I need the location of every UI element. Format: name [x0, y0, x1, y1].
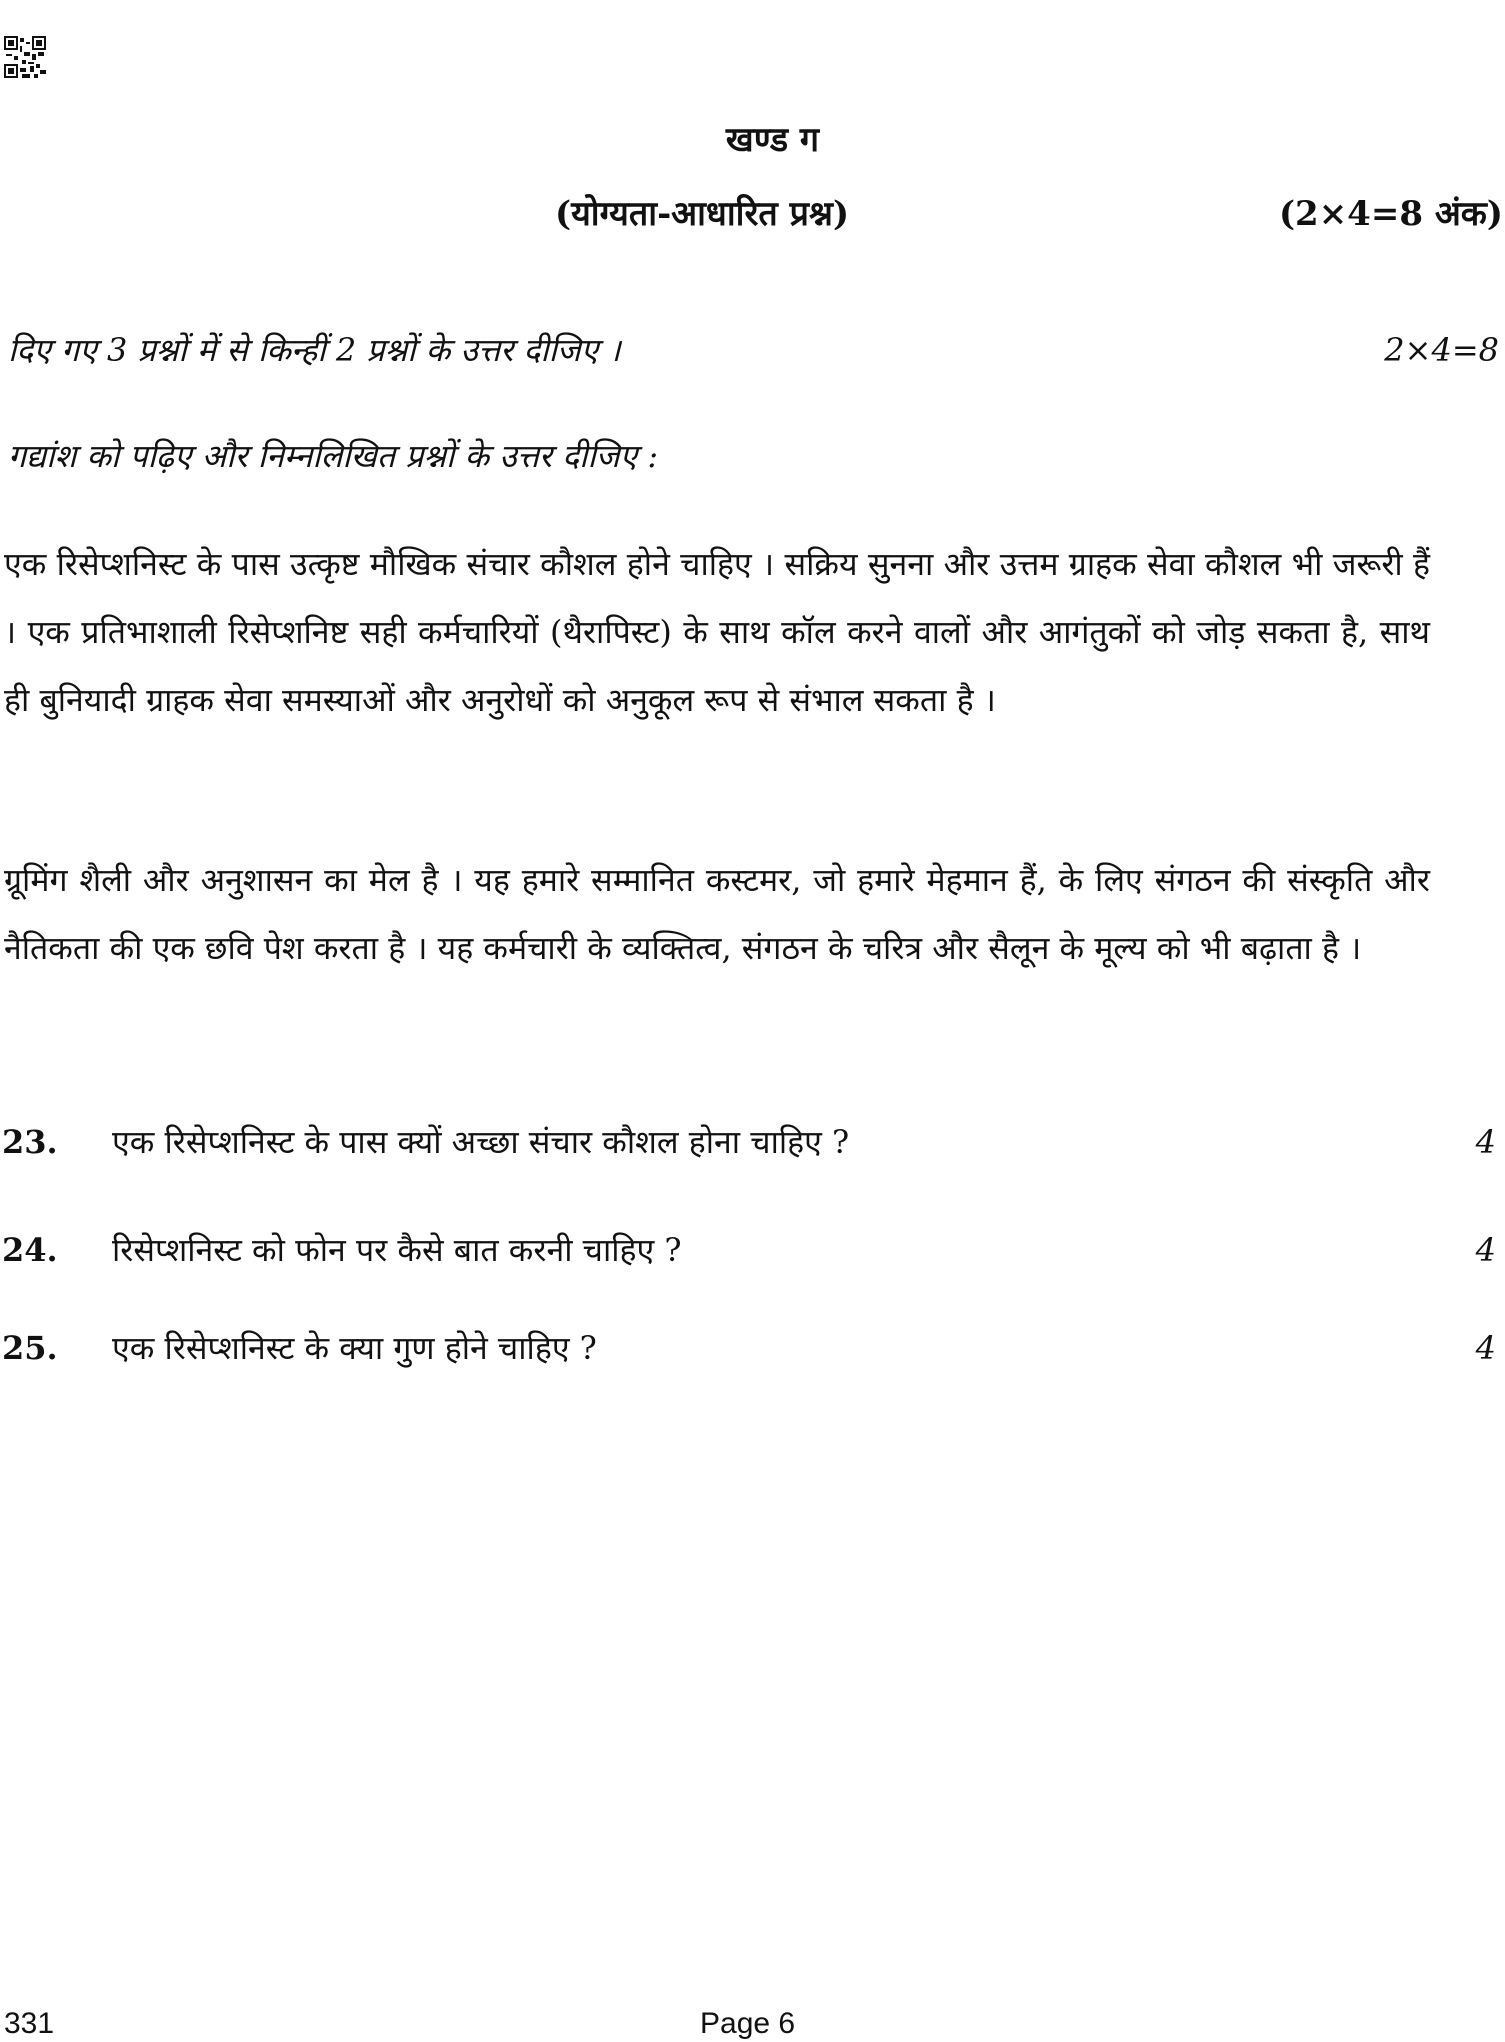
- qr-code-icon: [4, 36, 46, 78]
- question-text: एक रिसेप्शनिस्ट के क्या गुण होने चाहिए ?: [112, 1329, 597, 1367]
- page-number: Page 6: [700, 2007, 796, 2040]
- question-number: 25.: [2, 1329, 58, 1367]
- section-subtitle: (योग्यता-आधारित प्रश्न): [555, 194, 850, 234]
- passage-paragraph-2: ग्रूमिंग शैली और अनुशासन का मेल है । यह हमारे सम्मानित कस्टमर, जो हमारे मेहमान हैं, के लिए संगठन की संस्कृति और नैतिकता की एक छवि पेश करता है । यह कर्मचारी के व्यक्तित्व, संगठन के चरित्र और सैलून के मूल्य को भी बढ़ाता है ।: [4, 861, 1430, 967]
- instruction-marks: 2×4=8: [1384, 331, 1499, 369]
- question-marks: 4: [1475, 1123, 1496, 1161]
- section-title: खण्ड ग: [725, 120, 820, 160]
- question-marks: 4: [1475, 1329, 1496, 1367]
- question-23: [0, 1114, 1500, 1170]
- question-text: एक रिसेप्शनिस्ट के पास क्यों अच्छा संचार कौशल होना चाहिए ?: [112, 1123, 850, 1161]
- passage-paragraph-1: एक रिसेप्शनिस्ट के पास उत्कृष्ट मौखिक संचार कौशल होने चाहिए । सक्रिय सुनना और उत्तम ग्राहक सेवा कौशल भी जरूरी हैं । एक प्रतिभाशाली रिसेप्शनिष्ट सही कर्मचारियों (थैरापिस्ट) के साथ कॉल करने वालों और आगंतुकों को जोड़ सकता है, साथ ही बुनियादी ग्राहक सेवा समस्याओं और अनुरोधों को अनुकूल रूप से संभाल सकता है ।: [4, 545, 1430, 719]
- question-number: 23.: [2, 1123, 58, 1161]
- question-number: 24.: [2, 1231, 58, 1269]
- paper-code: 331: [4, 2007, 55, 2040]
- answer-any-instruction: दिए गए 3 प्रश्नों में से किन्हीं 2 प्रश्नों के उत्तर दीजिए ।: [8, 331, 621, 369]
- section-marks: (2×4=8 अंक): [1278, 194, 1503, 234]
- question-25: [0, 1320, 1500, 1376]
- question-24: [0, 1222, 1500, 1278]
- question-marks: 4: [1475, 1231, 1496, 1269]
- read-passage-instruction: गद्यांश को पढ़िए और निम्नलिखित प्रश्नों के उत्तर दीजिए :: [8, 437, 659, 475]
- question-text: रिसेप्शनिस्ट को फोन पर कैसे बात करनी चाहिए ?: [112, 1231, 682, 1269]
